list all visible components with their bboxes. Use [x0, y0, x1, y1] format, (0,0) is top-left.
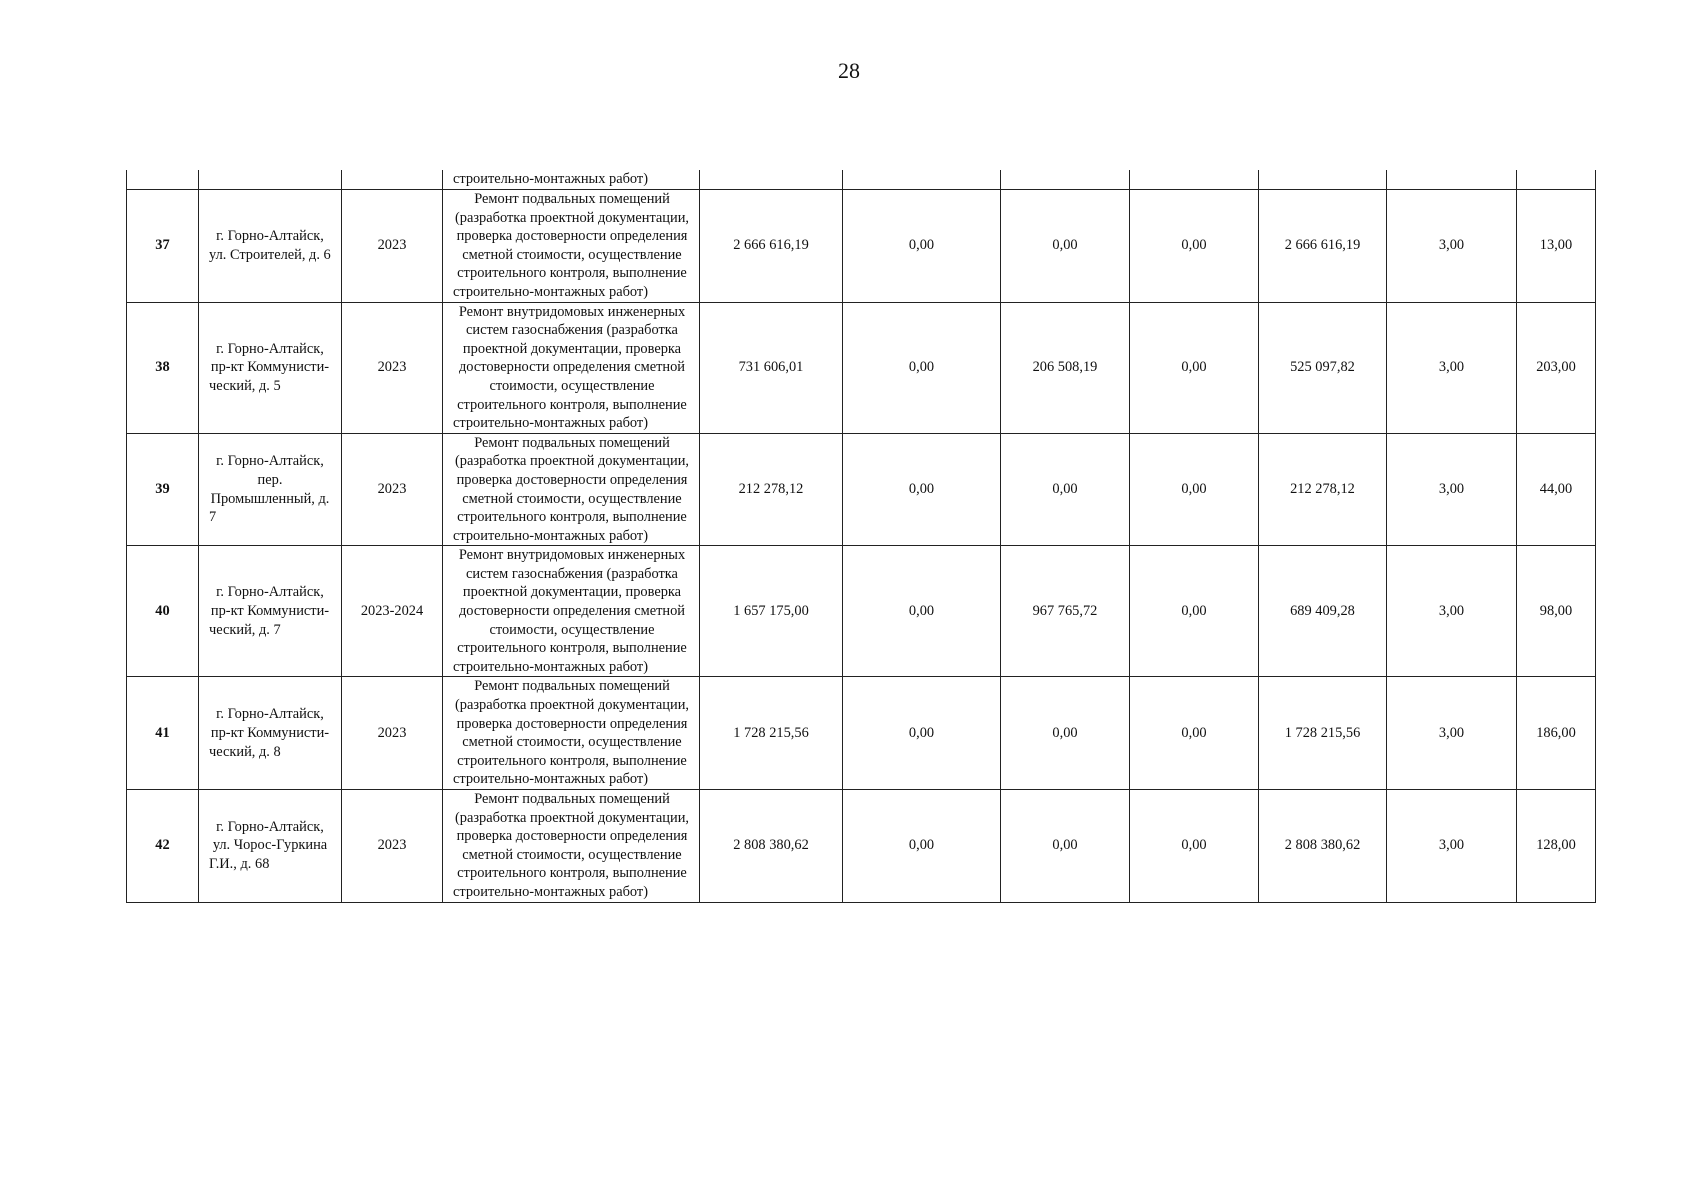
cell-col8 [1259, 170, 1387, 190]
cell-years: 2023 [342, 302, 443, 433]
cell-col9: 3,00 [1387, 190, 1517, 303]
cell-col9: 3,00 [1387, 790, 1517, 903]
cell-col6: 0,00 [1001, 190, 1130, 303]
works-table [126, 170, 1596, 903]
cell-address [199, 170, 342, 190]
cell-col6: 206 508,19 [1001, 302, 1130, 433]
cell-col10: 98,00 [1517, 546, 1596, 677]
cell-col7: 0,00 [1130, 302, 1259, 433]
cell-col10 [1517, 170, 1596, 190]
cell-years: 2023 [342, 790, 443, 903]
cell-address: г. Горно-Алтайск, ул. Чорос-Гуркина Г.И., д. 68 [199, 790, 342, 903]
cell-num: 38 [127, 302, 199, 433]
cell-description: Ремонт подвальных помещений (разработка проектной документации, проверка достоверности определения сметной стоимости, осуществление строительного контроля, выполнение строительно-монтажных работ) [443, 790, 700, 903]
cell-description: строительно-монтажных работ) [443, 170, 700, 190]
cell-col7: 0,00 [1130, 677, 1259, 790]
cell-col9: 3,00 [1387, 546, 1517, 677]
cell-col5: 0,00 [843, 546, 1001, 677]
cell-col7 [1130, 170, 1259, 190]
cell-total [700, 170, 843, 190]
cell-years: 2023 [342, 190, 443, 303]
cell-col5 [843, 170, 1001, 190]
cell-num: 40 [127, 546, 199, 677]
table-row [127, 433, 1596, 546]
cell-col10: 128,00 [1517, 790, 1596, 903]
cell-num: 39 [127, 433, 199, 546]
cell-col6: 0,00 [1001, 790, 1130, 903]
cell-col8: 2 808 380,62 [1259, 790, 1387, 903]
cell-col5: 0,00 [843, 677, 1001, 790]
cell-col10: 44,00 [1517, 433, 1596, 546]
cell-col5: 0,00 [843, 190, 1001, 303]
cell-years [342, 170, 443, 190]
table-row [127, 546, 1596, 677]
cell-address: г. Горно-Алтайск, пр-кт Коммунисти-ческий, д. 8 [199, 677, 342, 790]
cell-total: 2 666 616,19 [700, 190, 843, 303]
cell-total: 1 657 175,00 [700, 546, 843, 677]
cell-years: 2023-2024 [342, 546, 443, 677]
cell-years: 2023 [342, 433, 443, 546]
cell-col9: 3,00 [1387, 302, 1517, 433]
cell-col5: 0,00 [843, 302, 1001, 433]
cell-address: г. Горно-Алтайск, пр-кт Коммунисти-ческий, д. 7 [199, 546, 342, 677]
continuation-row [127, 170, 1596, 190]
cell-total: 1 728 215,56 [700, 677, 843, 790]
cell-years: 2023 [342, 677, 443, 790]
cell-col8: 525 097,82 [1259, 302, 1387, 433]
cell-col10: 203,00 [1517, 302, 1596, 433]
cell-col6: 967 765,72 [1001, 546, 1130, 677]
table-row [127, 302, 1596, 433]
cell-address: г. Горно-Алтайск, пр-кт Коммунисти-ческий, д. 5 [199, 302, 342, 433]
cell-col8: 689 409,28 [1259, 546, 1387, 677]
cell-col8: 212 278,12 [1259, 433, 1387, 546]
cell-col6 [1001, 170, 1130, 190]
table-row [127, 677, 1596, 790]
cell-col8: 2 666 616,19 [1259, 190, 1387, 303]
cell-num [127, 170, 199, 190]
cell-col8: 1 728 215,56 [1259, 677, 1387, 790]
cell-address: г. Горно-Алтайск, пер. Промышленный, д. 7 [199, 433, 342, 546]
cell-col9: 3,00 [1387, 433, 1517, 546]
table-body [127, 170, 1596, 902]
cell-num: 37 [127, 190, 199, 303]
cell-description: Ремонт подвальных помещений (разработка проектной документации, проверка достоверности определения сметной стоимости, осуществление строительного контроля, выполнение строительно-монтажных работ) [443, 433, 700, 546]
cell-address: г. Горно-Алтайск, ул. Строителей, д. 6 [199, 190, 342, 303]
cell-col7: 0,00 [1130, 433, 1259, 546]
page-number: 28 [838, 58, 860, 83]
table-row [127, 790, 1596, 903]
cell-col6: 0,00 [1001, 677, 1130, 790]
cell-col5: 0,00 [843, 433, 1001, 546]
cell-num: 42 [127, 790, 199, 903]
table-row [127, 190, 1596, 303]
cell-col10: 186,00 [1517, 677, 1596, 790]
cell-col7: 0,00 [1130, 190, 1259, 303]
cell-col6: 0,00 [1001, 433, 1130, 546]
cell-col7: 0,00 [1130, 790, 1259, 903]
cell-total: 731 606,01 [700, 302, 843, 433]
cell-col9: 3,00 [1387, 677, 1517, 790]
cell-num: 41 [127, 677, 199, 790]
cell-col7: 0,00 [1130, 546, 1259, 677]
cell-total: 212 278,12 [700, 433, 843, 546]
cell-description: Ремонт подвальных помещений (разработка проектной документации, проверка достоверности определения сметной стоимости, осуществление строительного контроля, выполнение строительно-монтажных работ) [443, 190, 700, 303]
cell-description: Ремонт внутридомовых инженерных систем газоснабжения (разработка проектной документации, проверка достоверности определения сметной стоимости, осуществление строительного контроля, выполнение строительно-монтажных работ) [443, 546, 700, 677]
cell-col9 [1387, 170, 1517, 190]
cell-total: 2 808 380,62 [700, 790, 843, 903]
cell-col5: 0,00 [843, 790, 1001, 903]
cell-col10: 13,00 [1517, 190, 1596, 303]
cell-description: Ремонт подвальных помещений (разработка проектной документации, проверка достоверности определения сметной стоимости, осуществление строительного контроля, выполнение строительно-монтажных работ) [443, 677, 700, 790]
cell-description: Ремонт внутридомовых инженерных систем газоснабжения (разработка проектной документации, проверка достоверности определения сметной стоимости, осуществление строительного контроля, выполнение строительно-монтажных работ) [443, 302, 700, 433]
